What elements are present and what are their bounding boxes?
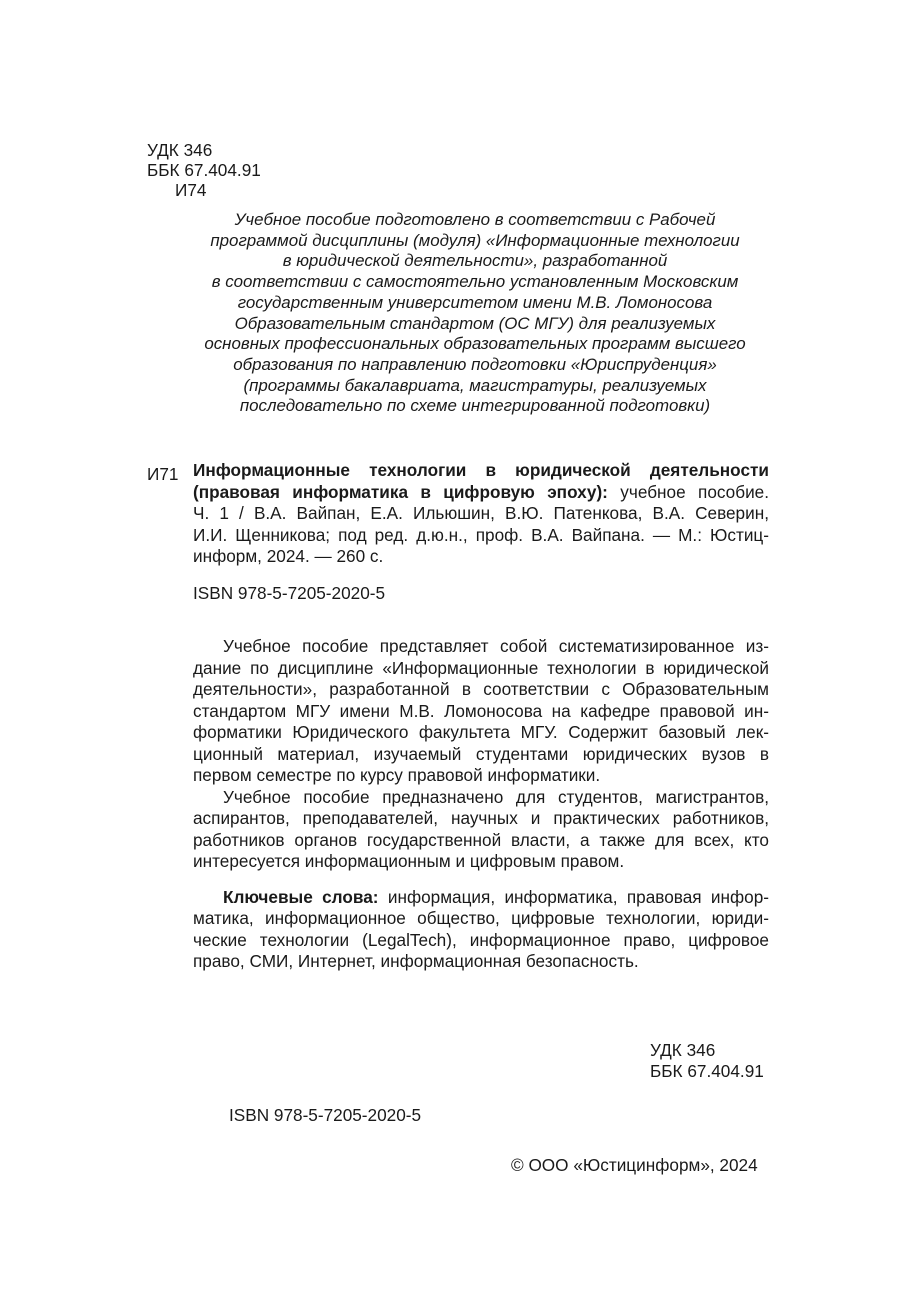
audience-line: интересуется информационным и цифровым правом. xyxy=(193,851,625,871)
bibliographic-index-code: И71 xyxy=(147,464,179,484)
keywords-text: информация, информатика, правовая инфор- xyxy=(378,886,769,907)
audience-line: Учебное пособие предназначено для студентов, магистрантов, xyxy=(223,786,769,807)
abstract-line: дание по дисциплине «Информационные технологии в юридической xyxy=(193,657,769,678)
annotation-line: государственным университетом имени М.В. Ломоносова xyxy=(237,292,713,312)
classification-codes-top xyxy=(147,140,261,200)
abstract-line: Учебное пособие представляет собой систематизированное из- xyxy=(223,636,769,656)
classification-codes-bottom xyxy=(650,1040,764,1082)
publication-type: учебное пособие. xyxy=(607,481,769,502)
book-title: Информационные технологии в юридической деятельности xyxy=(193,460,769,480)
abstract-line: ционный материал, изучаемый студентами юридических вузов в xyxy=(193,743,769,764)
annotation-line: образования по направлению подготовки «Юриспруденция» xyxy=(233,354,717,374)
annotation-line: Образовательным стандартом (ОС МГУ) для реализуемых xyxy=(234,313,716,333)
abstract-line: деятельности», разработанной в соответствии с Образовательным xyxy=(193,679,769,699)
book-subtitle: (правовая информатика в цифровую эпоху): xyxy=(193,481,608,502)
bibliographic-record xyxy=(193,460,769,568)
udk-code: УДК 346 xyxy=(147,140,213,160)
keywords-line xyxy=(193,887,769,909)
isbn-footer: ISBN 978-5-7205-2020-5 xyxy=(229,1105,422,1125)
udk-code: УДК 346 xyxy=(650,1040,716,1060)
keywords-label: Ключевые слова: xyxy=(223,886,379,907)
annotation-line: программой дисциплины (модуля) «Информационные технологии xyxy=(210,230,740,250)
authors-line: Ч. 1 / В.А. Вайпан, Е.А. Ильюшин, В.Ю. Патенкова, В.А. Северин, xyxy=(193,503,769,523)
isbn: ISBN 978-5-7205-2020-5 xyxy=(193,583,386,603)
abstract-line: первом семестре по курсу правовой информатики. xyxy=(193,765,601,785)
publisher-line: информ, 2024. — 260 с. xyxy=(193,546,384,566)
audience-line: работников органов государственной власти, а также для всех, кто xyxy=(193,829,769,850)
copyright: © ООО «Юстицинформ», 2024 xyxy=(511,1155,758,1175)
bbk-code: ББК 67.404.91 xyxy=(147,160,261,180)
keywords-line: ческие технологии (LegalTech), информационное право, цифровое xyxy=(193,929,769,950)
keywords-line: право, СМИ, Интернет, информационная безопасность. xyxy=(193,951,639,971)
annotation-line: в юридической деятельности», разработанной xyxy=(282,251,668,271)
keywords-line: матика, информационное общество, цифровые технологии, юриди- xyxy=(193,908,769,928)
abstract xyxy=(193,636,769,973)
annotation-line: (программы бакалавриата, магистратуры, реализуемых xyxy=(243,375,707,395)
bbk-code: ББК 67.404.91 xyxy=(650,1061,764,1081)
approval-annotation xyxy=(190,210,760,417)
annotation-line: Учебное пособие подготовлено в соответствии с Рабочей xyxy=(234,210,716,229)
abstract-line: стандартом МГУ имени М.В. Ломоносова на кафедре правовой ин- xyxy=(193,700,769,721)
book-subtitle-line xyxy=(193,482,769,504)
author-mark: И74 xyxy=(175,180,207,200)
abstract-line: форматики Юридического факультета МГУ. Содержит базовый лек- xyxy=(193,722,769,742)
annotation-line: в соответствии с самостоятельно установленным Московским xyxy=(211,272,739,292)
audience-line: аспирантов, преподавателей, научных и практических работников, xyxy=(193,808,769,828)
annotation-line: последовательно по схеме интегрированной подготовки) xyxy=(239,396,711,416)
annotation-line: основных профессиональных образовательных программ высшего xyxy=(204,334,746,354)
editor-line: И.И. Щенникова; под ред. д.ю.н., проф. В.А. Вайпана. — М.: Юстиц- xyxy=(193,524,769,545)
